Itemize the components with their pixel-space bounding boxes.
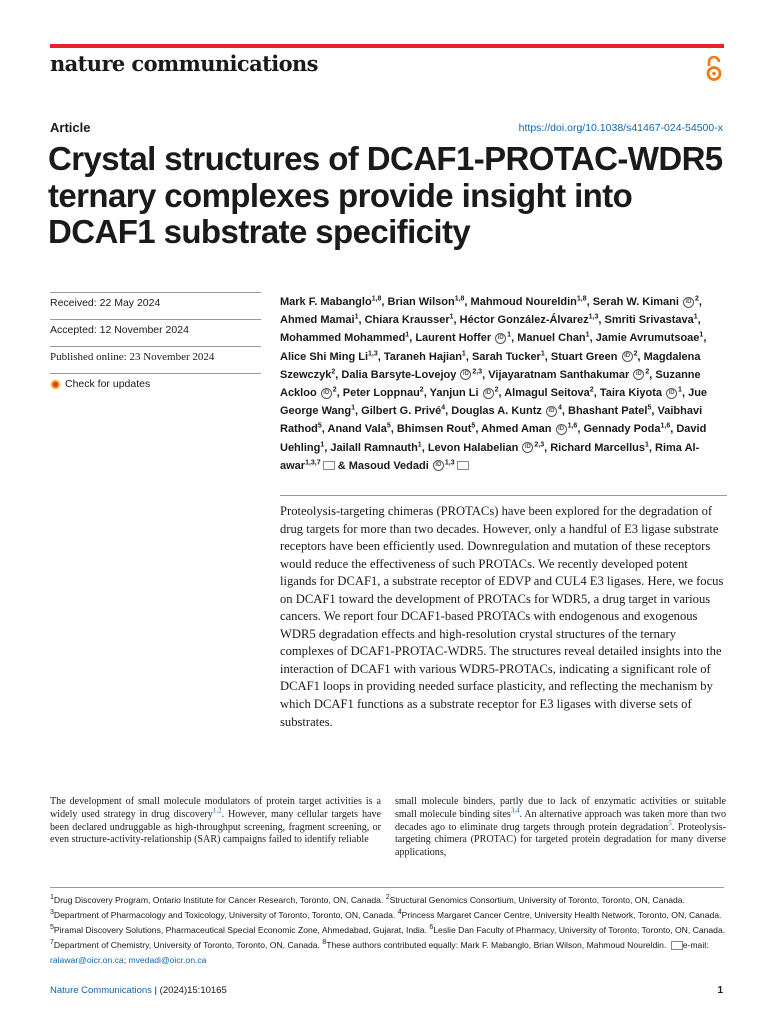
author-affiliation-ref: 1 (645, 440, 649, 448)
email-icon (671, 941, 683, 950)
affiliation-number: 2 (385, 894, 390, 902)
orcid-icon[interactable]: iD (556, 424, 567, 435)
body-text: small molecule binders, partly due to lack of enzymatic activities or suitable small molecule binding sites (395, 796, 726, 820)
orcid-icon[interactable]: iD (321, 388, 332, 399)
author-affiliation-ref: 1 (678, 386, 682, 394)
author-name[interactable]: Douglas A. Kuntz (451, 405, 542, 418)
author-name[interactable]: Ahmed Mamai (280, 314, 355, 327)
author-name[interactable]: Héctor González-Álvarez (459, 314, 589, 327)
author-affiliation-ref: 5 (317, 422, 322, 430)
published-date: Published online: 23 November 2024 (50, 346, 261, 373)
author-affiliation-ref: 1,3,7 (305, 459, 321, 467)
author-affiliation-ref: 2,3 (534, 440, 545, 448)
article-type: Article (50, 120, 91, 135)
author-affiliation-ref: 5 (471, 422, 476, 430)
affiliation-text: Princess Margaret Cancer Centre, University Health Network, Toronto, ON, Canada. (401, 910, 722, 920)
footer-volume: | (2024)15:10165 (151, 985, 227, 996)
author-name[interactable]: Jailall Ramnauth (330, 441, 418, 454)
author-name[interactable]: Taraneh Hajian (383, 350, 462, 363)
author-name[interactable]: Dalia Barsyte-Lovejoy (341, 368, 457, 381)
author-affiliation-ref: 2 (331, 368, 336, 376)
author-name[interactable]: Suzanne Ackloo (280, 368, 701, 400)
affiliation-number: 1 (50, 894, 54, 902)
author-name[interactable]: Richard Marcellus (550, 441, 645, 454)
author-name[interactable]: Almagul Seitova (504, 387, 590, 400)
body-text: . An alternative approach was taken more than two decades ago to eliminate drug targets through protein degradation (395, 808, 726, 833)
affiliation-text: These authors contributed equally: Mark F. Mabanglo, Brian Wilson, Mahmoud Noureldin. (326, 940, 669, 950)
orcid-icon[interactable]: iD (633, 369, 644, 380)
author-affiliation-ref: 2,3 (472, 368, 483, 376)
author-affiliation-ref: 2 (645, 368, 650, 376)
author-name[interactable]: Chiara Krausser (364, 314, 450, 327)
affiliation-text: Department of Chemistry, University of Toronto, Toronto, ON, Canada. (53, 940, 323, 950)
email-link[interactable]: mvedadi@oicr.on.ca (128, 955, 207, 965)
author-affiliation-ref: 1,6 (660, 422, 671, 430)
citation-ref[interactable]: 1,2 (212, 806, 222, 815)
author-name[interactable]: Stuart Green (550, 350, 618, 363)
author-name[interactable]: Sarah Tucker (471, 350, 541, 363)
orcid-icon[interactable]: iD (522, 442, 533, 453)
author-affiliation-ref: 2 (695, 295, 699, 303)
abstract: Proteolysis-targeting chimeras (PROTACs) have been explored for the degradation of drug targets for more than two decades. However, only a handful of E3 ligase substrate receptors have been efficiently used. Downregulation and mutation of these receptors would reduce the effectiveness of such PROTACs. We recently developed potent ligands for DCAF1, a substrate receptor of EDVP and CUL4 E3 ligases. Here, we focus on DCAF1 toward the development of PROTACs for WDR5, a drug target in various cancers. We report four DCAF1-based PROTACs with endogenous and exogenous WDR5 degradation effects and high-resolution crystal structures of the ternary complexes of DCAF1-PROTAC-WDR5. The structures reveal detailed insights into the interaction of DCAF1 with various WDR5-PROTACs, indicating a significant role of DCAF1 loops in providing needed surface plasticity, and reflecting the mechanism by which DCAF1 functions as a substrate receptor for E3 ligases with diverse sets of substrates. (280, 504, 724, 729)
body-text: The development of small molecule modulators of protein target activities is a widely used strategy in drug discovery (50, 796, 381, 820)
author-name[interactable]: Brian Wilson (387, 296, 455, 308)
orcid-icon[interactable]: iD (433, 460, 444, 471)
author-name[interactable]: Anand Vala (327, 423, 387, 436)
body-text: . However, many cellular targets have been declared undruggable as high-throughput screening, fragment screening, or even structure-activity-relationship (SAR) campaigns failed to identify reliable (50, 808, 382, 846)
email-label: e-mail: (682, 940, 709, 950)
author-name[interactable]: Mark F. Mabanglo (280, 296, 372, 308)
article-title: Crystal structures of DCAF1-PROTAC-WDR5 ternary complexes provide insight into DCAF1 substrate specificity (48, 140, 723, 250)
affiliation-number: 4 (397, 909, 402, 917)
author-affiliation-ref: 2 (419, 386, 424, 394)
author-affiliation-ref: 1 (699, 331, 704, 339)
author-affiliation-ref: 1 (540, 349, 545, 357)
author-affiliation-ref: 1,6 (567, 422, 578, 430)
check-for-updates-button[interactable] (50, 373, 261, 390)
author-affiliation-ref: 1 (693, 313, 698, 321)
author-name[interactable]: Alice Shi Ming Li (280, 350, 369, 363)
body-text: . Proteolysis-targeting chimera (PROTAC) for targeted protein degradation for many diverse applications, (395, 821, 726, 859)
author-affiliation-ref: 1,3 (368, 349, 378, 357)
author-affiliation-ref: 1 (449, 313, 454, 321)
author-name[interactable]: Serah W. Kimani (592, 296, 679, 308)
abstract-divider (280, 495, 727, 496)
author-affiliation-ref: 1 (461, 349, 466, 357)
author-affiliation-ref: 2 (332, 386, 337, 394)
author-name[interactable]: Mahmoud Noureldin (470, 296, 577, 308)
author-affiliation-ref: 1,8 (454, 295, 465, 303)
orcid-icon[interactable]: iD (483, 388, 494, 399)
author-name[interactable]: Taira Kiyota (599, 387, 662, 400)
author-affiliation-ref: 5 (647, 404, 652, 412)
received-date: Received: 22 May 2024 (50, 292, 261, 319)
affiliations-divider (50, 887, 724, 888)
affiliations: $^1$Drug Discovery Program, Ontario Institute for Cancer Research, Toronto, ON, Canada. $^2$Structural Genomics Consortium, University of Toronto, Toronto, ON, Canada. $^3$Department of Pharmacology and Toxicology, University of Toronto, Toronto, ON, Canada. $^4$Princess Margaret Cancer Centre, University Health Network, Toronto, ON, Canada. $^5$Piramal Discovery Solutions, Pharmaceutical Special Economic Zone, Ahmedabad, Gujarat, India. $^6$Leslie Dan Faculty of Pharmacy, University of Toronto, Toronto, ON, Canada. $^7$Department of Chemistry, University of Toronto, Toronto, ON, Canada. $^8$These authors contributed equally: Mark F. Mabanglo, Brian Wilson, Mahmoud Noureldin. e-mail: ralawar@oicr.on.ca; mvedadi@oicr.on.ca (50, 894, 726, 965)
author-name[interactable]: David Uehling (280, 423, 707, 454)
author-affiliation-ref: 1 (320, 440, 325, 448)
author-affiliation-ref: 4 (557, 404, 562, 412)
orcid-icon[interactable]: iD (683, 297, 694, 308)
author-affiliation-ref: 1,8 (576, 295, 587, 303)
body-column-left (50, 796, 381, 847)
author-affiliation-ref: 2 (589, 386, 594, 394)
author-name[interactable]: Bhimsen Rout (396, 423, 472, 436)
affiliation-number: 3 (50, 909, 54, 917)
email-icon[interactable] (323, 461, 335, 470)
check-updates-label: Check for updates (65, 378, 151, 390)
orcid-icon[interactable]: iD (622, 351, 633, 362)
author-name[interactable]: Ahmed Aman (481, 423, 552, 436)
author-affiliation-ref: 1,8 (371, 295, 382, 303)
author-affiliation-ref: 1 (351, 404, 356, 412)
header-accent-bar (50, 44, 724, 48)
author-name[interactable]: Rima Al-awar (280, 441, 700, 472)
orcid-icon[interactable]: iD (546, 406, 557, 417)
citation-ref[interactable]: 3,4 (510, 806, 520, 815)
page-number: 1 (717, 985, 723, 996)
author-affiliation-ref: 1,3 (444, 459, 455, 467)
author-name[interactable]: Mohammed Mohammed (280, 332, 406, 345)
author-name[interactable]: Yanjun Li (429, 387, 479, 400)
footer-journal-link[interactable]: Nature Communications (50, 985, 152, 996)
affiliation-text: Drug Discovery Program, Ontario Institute for Cancer Research, Toronto, ON, Canada. (53, 895, 386, 905)
author-name[interactable]: Laurent Hoffer (415, 332, 492, 345)
author-affiliation-ref: 4 (441, 404, 446, 412)
email-link[interactable]: ralawar@oicr.on.ca (50, 955, 124, 965)
author-affiliation-ref: 1,3 (588, 313, 599, 321)
author-name[interactable]: Vijayaratnam Santhakumar (488, 368, 630, 381)
author-affiliation-ref: 1 (417, 440, 422, 448)
author-name[interactable]: Bhashant Patel (568, 405, 648, 418)
author-list: Mark F. Mabanglo$^{1,8}$, Brian Wilson$^{1,8}$, Mahmoud Noureldin$^{1,8}$, Serah W. Kimani iD $^2$, Ahmed Mamai$^1$, Chiara Krausser$^1$, Héctor González-Álvarez$^{1,3}$, Smriti Srivastava$^1$, Mohammed Mohammed$^1$, Laurent Hoffer iD $^1$, Manuel Chan$^1$, Jamie Avrumutsoae$^1$, Alice Shi Ming Li$^{1,3}$, Taraneh Hajian$^1$, Sarah Tucker$^1$, Stuart Green iD $^2$, Magdalena Szewczyk$^2$, Dalia Barsyte-Lovejoy iD $^{2,3}$, Vijayaratnam Santhakumar iD $^2$, Suzanne Ackloo iD $^2$, Peter Loppnau$^2$, Yanjun Li iD $^2$, Almagul Seitova$^2$, Taira Kiyota iD $^1$, Jue George Wang$^1$, Gilbert G. Privé$^4$, Douglas A. Kuntz iD $^4$, Bhashant Patel$^5$, Vaibhavi Rathod$^5$, Anand Vala$^5$, Bhimsen Rout$^5$, Ahmed Aman iD $^{1,6}$, Gennady Poda$^{1,6}$, David Uehling$^1$, Jailall Ramnauth$^1$, Levon Halabelian iD $^{2,3}$, Richard Marcellus$^1$, Rima Al-awar$^{1,3,7}$ & Masoud Vedadi iD $^{1,3}$ (280, 295, 708, 472)
affiliation-number: 7 (50, 939, 54, 947)
author-name[interactable]: Levon Halabelian (427, 441, 519, 454)
author-name[interactable]: Gennady Poda (583, 423, 661, 436)
author-name[interactable]: Vaibhavi Rathod (280, 405, 703, 436)
affiliation-number: 5 (50, 924, 54, 932)
author-name[interactable]: Jamie Avrumutsoae (595, 332, 700, 345)
author-affiliation-ref: 2 (494, 386, 499, 394)
author-affiliation-ref: 1 (585, 331, 590, 339)
author-affiliation-ref: 5 (386, 422, 391, 430)
author-affiliation-ref: 2 (633, 349, 638, 357)
orcid-icon[interactable]: iD (666, 388, 677, 399)
accepted-date: Accepted: 12 November 2024 (50, 319, 261, 346)
affiliation-number: 8 (322, 939, 327, 947)
author-affiliation-ref: 1 (405, 331, 410, 339)
affiliation-text: Leslie Dan Faculty of Pharmacy, University of Toronto, Toronto, ON, Canada. (433, 925, 726, 935)
orcid-icon[interactable]: iD (495, 333, 506, 344)
author-name[interactable]: Manuel Chan (517, 332, 586, 345)
author-name[interactable]: Jue George Wang (280, 387, 708, 418)
orcid-icon[interactable]: iD (460, 369, 471, 380)
affiliation-number: 6 (429, 924, 434, 932)
author-affiliation-ref: 1 (354, 313, 359, 321)
author-name[interactable]: Masoud Vedadi (348, 459, 429, 472)
affiliation-text: Structural Genomics Consortium, University of Toronto, Toronto, ON, Canada. (389, 895, 685, 905)
affiliation-text: Piramal Discovery Solutions, Pharmaceutical Special Economic Zone, Ahmedabad, Gujarat, India. (53, 925, 430, 935)
check-updates-icon (50, 379, 61, 390)
author-name[interactable]: Gilbert G. Privé (361, 405, 442, 418)
footer-citation (50, 985, 227, 996)
dates-panel (50, 292, 261, 390)
open-access-icon[interactable] (706, 56, 722, 82)
email-icon[interactable] (457, 461, 469, 470)
body-column-right (395, 796, 726, 860)
citation-ref[interactable]: 5 (668, 819, 672, 828)
author-name[interactable]: Peter Loppnau (342, 387, 420, 400)
affiliation-text: Department of Pharmacology and Toxicology, University of Toronto, Toronto, ON, Canada. (53, 910, 398, 920)
author-affiliation-ref: 1 (507, 331, 512, 339)
author-name[interactable]: Magdalena Szewczyk (280, 350, 701, 381)
author-name[interactable]: Smriti Srivastava (604, 314, 694, 327)
journal-name: nature communications (50, 51, 318, 76)
doi-link[interactable]: https://doi.org/10.1038/s41467-024-54500-x (518, 122, 723, 134)
